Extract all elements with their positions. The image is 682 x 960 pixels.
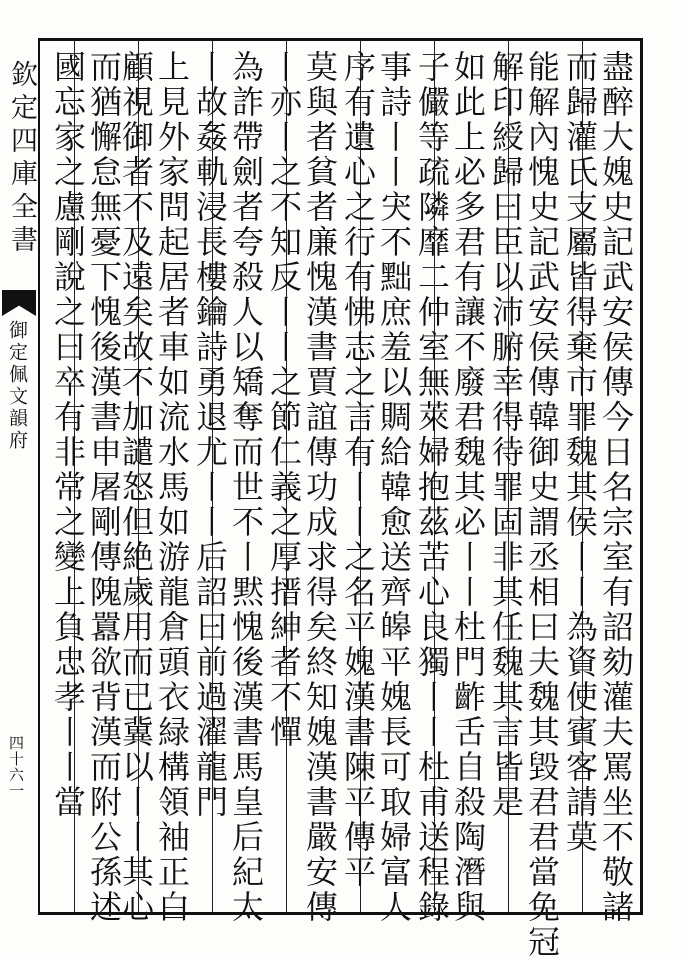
text-column-13: 上見外家問起居者車如流水馬如游龍倉頭衣緑構領袖正白 bbox=[153, 50, 191, 925]
text-column-9: 莫與者貧者廉愧漢書賈誼傳功成求得矣終知媿漢書嚴安傳 bbox=[301, 50, 339, 925]
text-column-10: 丨亦丨之不知反丨丨之節仁義之厚搢紳者不憚 bbox=[265, 50, 303, 750]
text-column-7: 事詩丨丨宊不黜庶羞以賙給韓愈送齊皞平媿長可取婦富人 bbox=[375, 50, 413, 925]
frame-right-border bbox=[640, 38, 643, 915]
text-column-8: 序有遺心之行有怫志之言有丨丨之名平媿漢書陳平傳平 bbox=[339, 50, 377, 890]
text-column-16: 國忘家之慮剛說之曰卒有非常之變上負忠孝丨丨當 bbox=[49, 50, 87, 820]
book-title: 欽定四庫全書 bbox=[6, 60, 37, 258]
fish-tail-icon bbox=[2, 290, 36, 316]
text-column-14: 顧視御者不及遠矣故不加譴怒但絶歲用而已冀以丨丨其心 bbox=[117, 50, 155, 925]
text-column-6: 子儼等疏隣靡二仲室無萊婦抱茲苦心良獨丨丨杜甫送程錄 bbox=[413, 50, 451, 925]
text-column-3: 能解內愧史記武安侯傳韓御史謂丞相曰夫魏其毀君君當免冠 bbox=[523, 50, 561, 960]
text-column-2: 而歸灌氏支屬皆得棄市罪魏其侯丨丨為資使賓客請莫 bbox=[561, 50, 599, 855]
text-column-12: 丨故姦軌浸長樓鑰詩勇退尤丨丨后詔曰前過濯龍門 bbox=[191, 50, 229, 820]
frame-top-border bbox=[38, 38, 642, 41]
text-column-15: 而猶懈怠無憂下愧後漢書申屠剛傳隗囂欲背漢而附公孫述 bbox=[85, 50, 123, 925]
text-column-4: 解印綬歸曰臣以沛腑幸得待罪固非其任魏其言皆是 bbox=[487, 50, 525, 820]
text-column-11: 為詐帶劍者夸殺人以矯奪而世不丨黙愧後漢書馬皇后紀太 bbox=[227, 50, 265, 925]
text-column-1: 盡醉大媿史記武安侯傳今日名宗室有詔劾灌夫罵坐不敬諸 bbox=[597, 50, 635, 925]
page-number: 四十六一 bbox=[7, 735, 25, 799]
text-column-5: 如此上必多君有讓不廢君魏其必丨丨杜門齚舌自殺陶潛與 bbox=[449, 50, 487, 925]
volume-title: 御定佩文韻府 bbox=[6, 320, 28, 452]
